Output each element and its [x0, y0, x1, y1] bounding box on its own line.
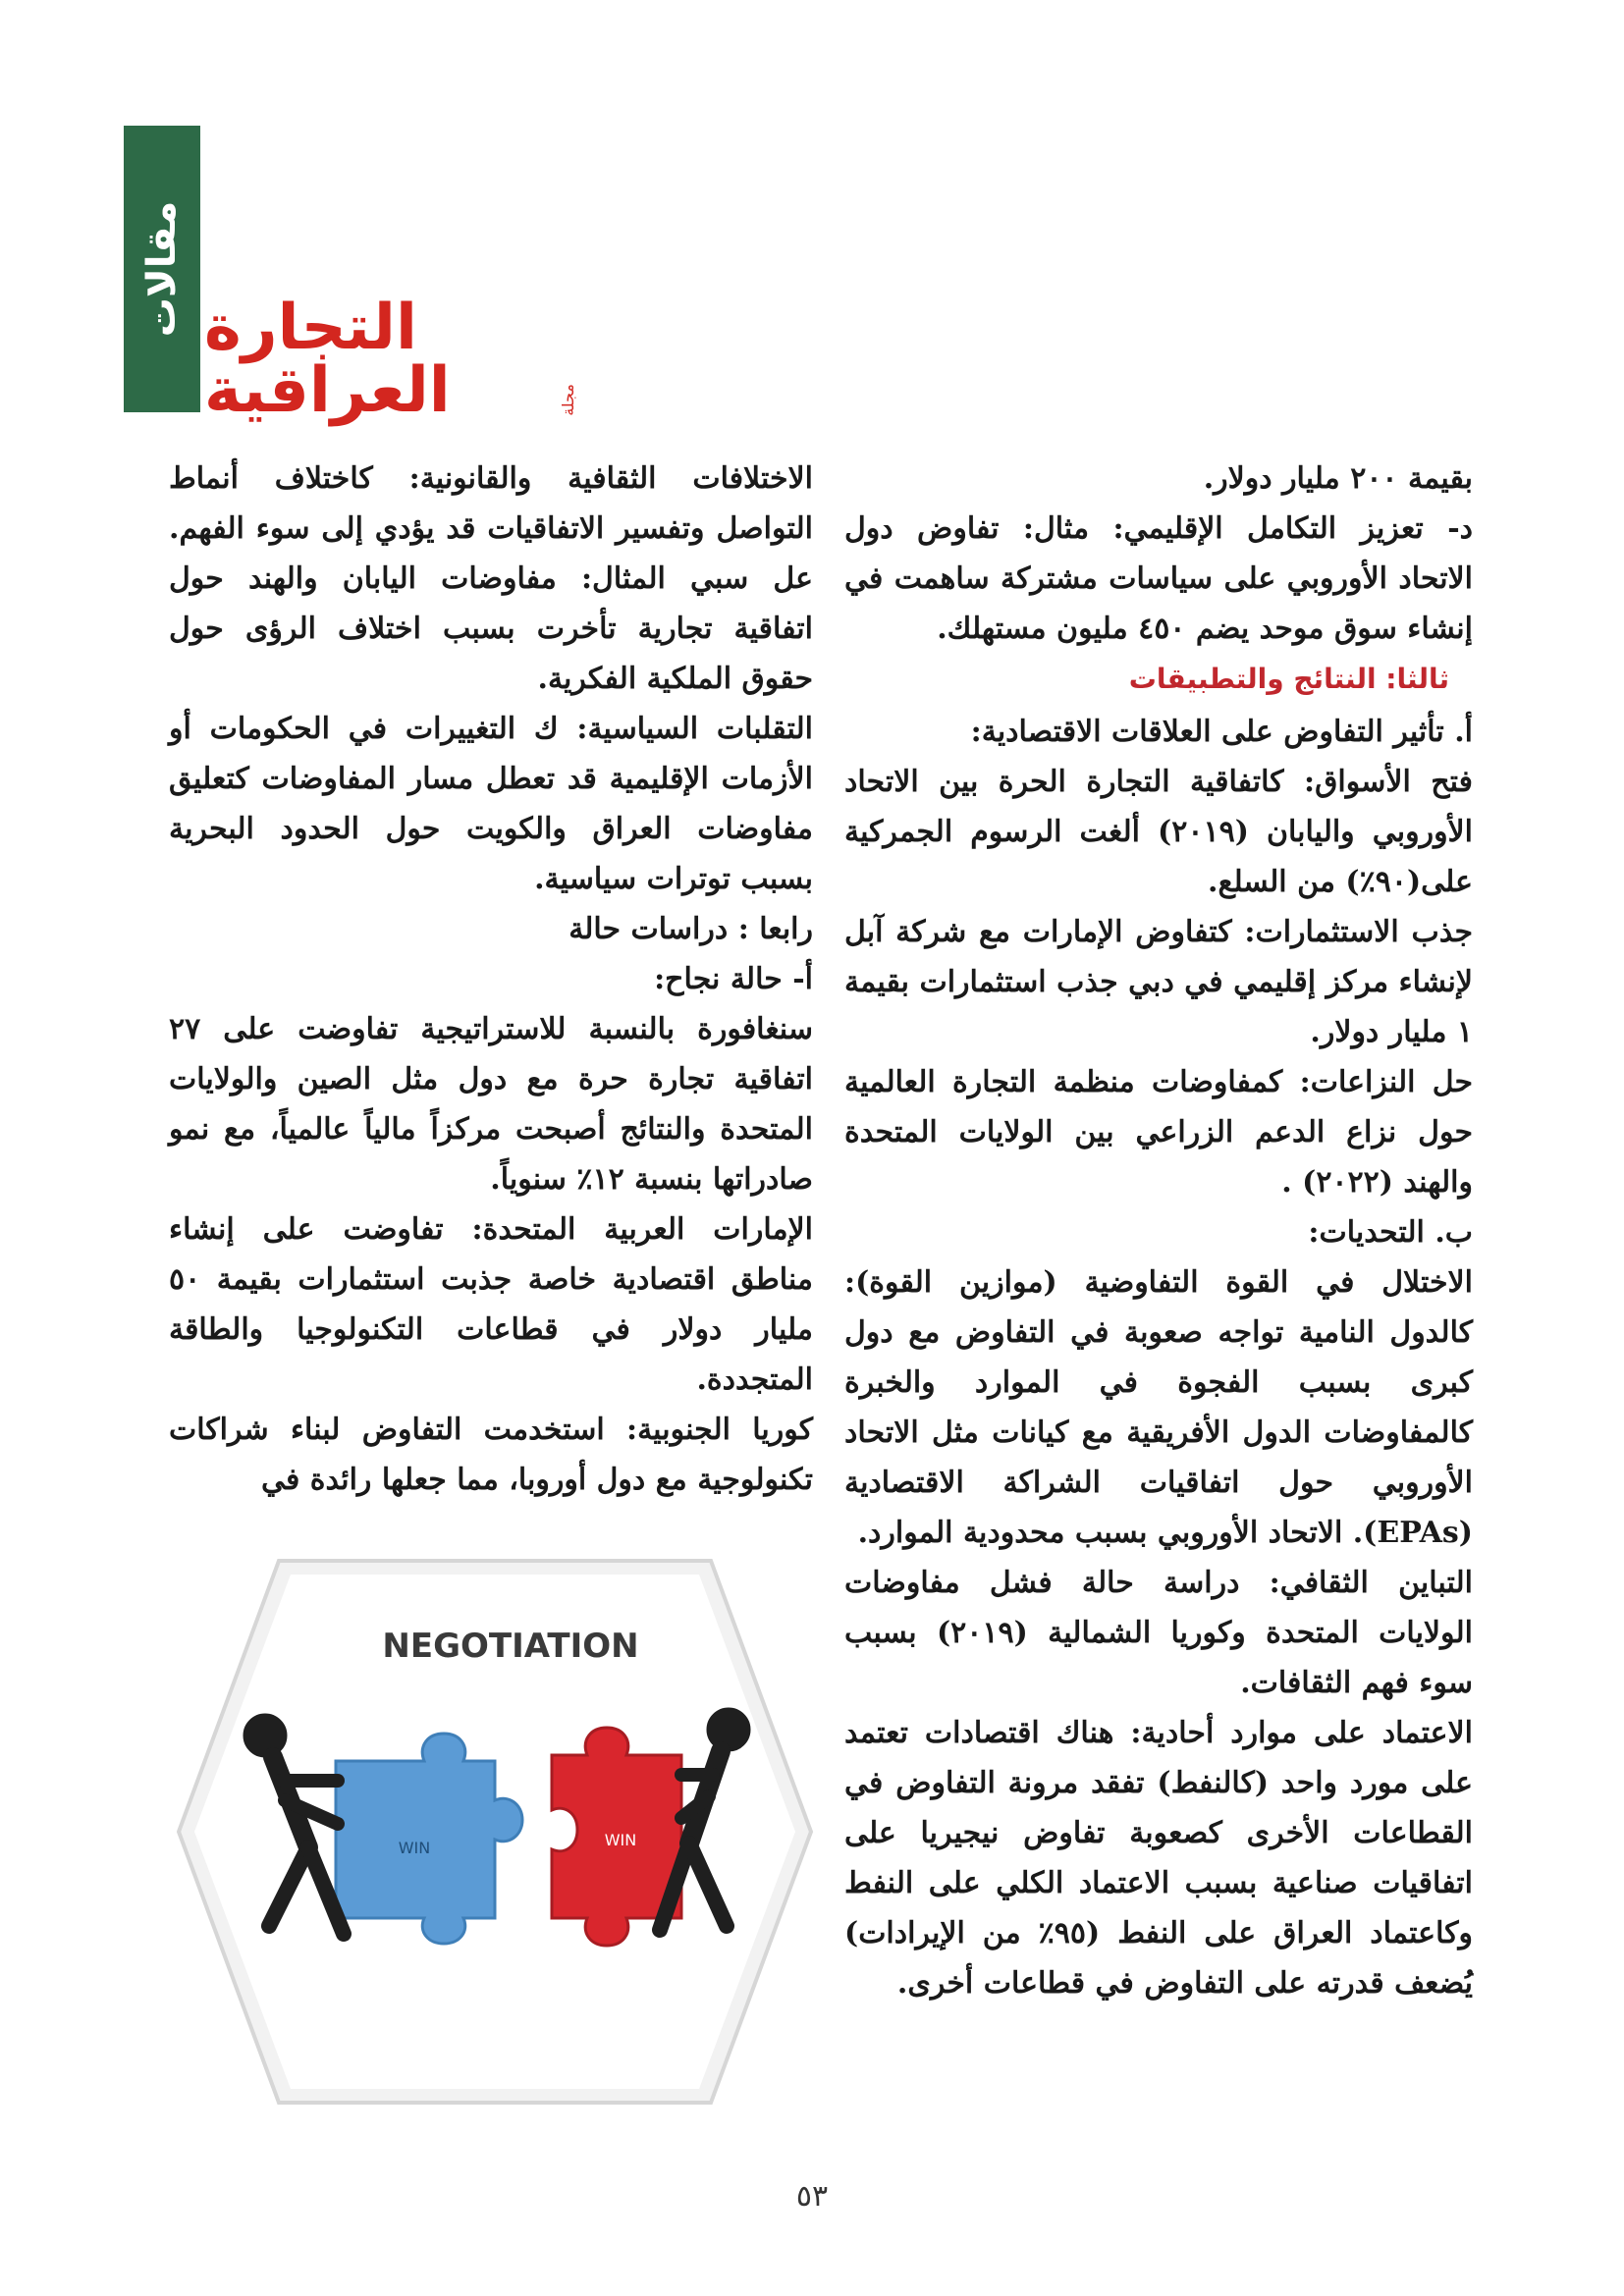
- magazine-prefix: مجلة: [559, 384, 577, 416]
- right-column: [844, 454, 1473, 2008]
- magazine-logo: [204, 292, 577, 427]
- paragraph: التقلبات السياسية: ك التغييرات في الحكومات أو الأزمات الإقليمية قد تعطل مسار المفاوضات كتعليق مفاوضات العراق والكويت حول الحدود البحرية بسبب توترات سياسية.: [169, 712, 813, 896]
- paragraph: الإمارات العربية المتحدة: تفاوضت على إنشاء مناطق اقتصادية خاصة جذبت استثمارات بقيمة ٥٠ مليار دولار في قطاعات التكنولوجيا والطاقة المتجددة.: [169, 1212, 813, 1397]
- magazine-title: التجارة العراقية: [204, 292, 451, 427]
- paragraph: الاعتماد على موارد أحادية: هناك اقتصادات تعتمد على مورد واحد (كالنفط) تفقد مرونة التفاوض في القطاعات الأخرى كصعوبة تفاوض نيجيريا على اتفاقيات صناعية بسبب الاعتماد الكلي على النفط وكاعتماد العراق على النفط (٩٥٪ من الإيرادات) يُضعف قدرته على التفاوض في قطاعات أخرى.: [844, 1716, 1473, 2001]
- image-title: NEGOTIATION: [382, 1627, 639, 1666]
- paragraph: بقيمة ٢٠٠ مليار دولار.: [1203, 461, 1473, 496]
- subheading: رابعا : دراسات حالة: [568, 912, 813, 946]
- left-column: [169, 454, 813, 1505]
- win-label: WIN: [398, 1839, 431, 1857]
- paragraph: أ. تأثير التفاوض على العلاقات الاقتصادية:: [970, 715, 1473, 749]
- paragraph: سنغافورة بالنسبة للاستراتيجية تفاوضت على ٢٧ اتفاقية تجارة حرة مع دول مثل الصين والولايات المتحدة والنتائج أصبحت مركزاً مالياً عالمياً، مع نمو صادراتها بنسبة ١٢٪ سنوياً.: [169, 1012, 813, 1197]
- negotiation-image: [171, 1553, 819, 2110]
- paragraph: جذب الاستثمارات: كتفاوض الإمارات مع شركة آبل لإنشاء مركز إقليمي في دبي جذب استثمارات بقيمة ١ مليار دولار.: [844, 915, 1473, 1049]
- blue-puzzle-piece: [336, 1734, 522, 1944]
- page-number: ٥٣: [795, 2179, 829, 2214]
- section-heading: ثالثا: النتائج والتطبيقات: [1128, 663, 1449, 695]
- paragraph: فتح الأسواق: كاتفاقية التجارة الحرة بين الاتحاد الأوروبي واليابان (٢٠١٩) ألغت الرسوم الجمركية على(٩٠٪) من السلع.: [844, 765, 1473, 899]
- section-tab: [124, 126, 200, 412]
- paragraph: الاختلافات الثقافية والقانونية: كاختلاف أنماط التواصل وتفسير الاتفاقيات قد يؤدي إلى سوء الفهم. عل سبي المثال: مفاوضات اليابان والهند حول اتفاقية تجارية تأخرت بسبب اختلاف الرؤى حول حقوق الملكية الفكرية.: [169, 461, 813, 696]
- paragraph: ب. التحديات:: [1308, 1215, 1473, 1250]
- paragraph: كوريا الجنوبية: استخدمت التفاوض لبناء شراكات تكنولوجية مع دول أوروبا، مما جعلها رائدة في: [169, 1413, 813, 1497]
- section-tab-label: مقالات: [139, 200, 185, 338]
- paragraph: د- تعزيز التكامل الإقليمي: مثال: تفاوض دول الاتحاد الأوروبي على سياسات مشتركة ساهمت في إنشاء سوق موحد يضم ٤٥٠ مليون مستهلك.: [844, 511, 1473, 646]
- paragraph: الاختلال في القوة التفاوضية (موازين القوة): كالدول النامية تواجه صعوبة في التفاوض مع دول كبرى بسبب الفجوة في الموارد والخبرة كالمفاوضات الدول الأفريقية مع كيانات مثل الاتحاد الأوروبي حول اتفاقيات الشراكة الاقتصادية (EPAs). الاتحاد الأوروبي بسبب محدودية الموارد.: [844, 1265, 1473, 1550]
- win-label: WIN: [604, 1831, 637, 1849]
- paragraph: التباين الثقافي: دراسة حالة فشل مفاوضات الولايات المتحدة وكوريا الشمالية (٢٠١٩) بسبب سوء فهم الثقافات.: [844, 1566, 1473, 1700]
- paragraph: حل النزاعات: كمفاوضات منظمة التجارة العالمية حول نزاع الدعم الزراعي بين الولايات المتحدة والهند (٢٠٢٢) .: [844, 1065, 1473, 1200]
- subheading: أ- حالة نجاح:: [654, 962, 813, 996]
